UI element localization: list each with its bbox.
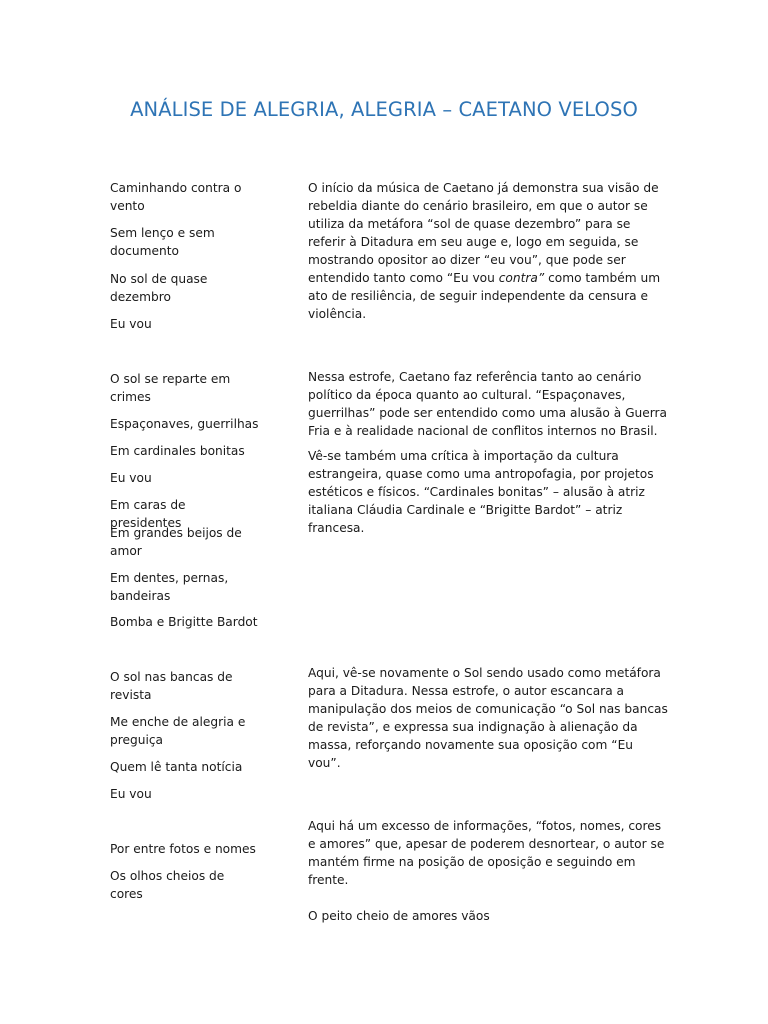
lyric-line: Quem lê tanta notícia bbox=[110, 760, 243, 774]
analysis-paragraph: Vê-se também uma crítica à importação da cultura estrangeira, quase como uma antropofagia, por projetos estéticos e físicos. “Cardinales bonitas” – alusão à atriz italiana Cláudia Cardinale e “Brigitte Bardot” – atriz francesa. bbox=[308, 449, 654, 535]
analysis-emphasis: contra” bbox=[498, 271, 545, 285]
lyric-line: O sol se reparte em crimes bbox=[110, 372, 231, 404]
lyric-line: O sol nas bancas de revista bbox=[110, 670, 233, 702]
analysis-text: como também um ato de resiliência, de seguir independente da censura e violência. bbox=[308, 271, 661, 321]
lyric-line: Bomba e Brigitte Bardot bbox=[110, 615, 258, 629]
analysis-paragraph bbox=[308, 179, 668, 323]
page-title: ANÁLISE DE ALEGRIA, ALEGRIA – CAETANO VELOSO bbox=[130, 98, 638, 121]
lyric-line: Os olhos cheios de cores bbox=[110, 869, 225, 901]
lyric-line: Eu vou bbox=[110, 787, 152, 801]
lyric-line: Espaçonaves, guerrilhas bbox=[110, 417, 259, 431]
lyric-line: Eu vou bbox=[110, 471, 152, 485]
lyric-line: Em dentes, pernas, bandeiras bbox=[110, 571, 229, 603]
lyric-line: Eu vou bbox=[110, 317, 152, 331]
analysis-paragraph: Aqui há um excesso de informações, “fotos, nomes, cores e amores” que, apesar de poderem desnortear, o autor se mantém firme na posição de oposição e seguindo em frente. bbox=[308, 819, 665, 887]
lyric-line: Sem lenço e sem documento bbox=[110, 226, 215, 258]
lyric-line: Me enche de alegria e preguiça bbox=[110, 715, 246, 747]
analysis-paragraph: O peito cheio de amores vãos bbox=[308, 909, 490, 923]
lyric-line: No sol de quase dezembro bbox=[110, 272, 208, 304]
analysis-paragraph: Aqui, vê-se novamente o Sol sendo usado como metáfora para a Ditadura. Nessa estrofe, o autor escancara a manipulação dos meios de comunicação “o Sol nas bancas de revista”, e expressa sua indignação à alienação da massa, reforçando novamente sua oposição com “Eu vou”. bbox=[308, 666, 668, 770]
lyric-line: Em caras de presidentes bbox=[110, 498, 186, 530]
lyric-line: Caminhando contra o vento bbox=[110, 181, 242, 213]
lyric-line: Em cardinales bonitas bbox=[110, 444, 245, 458]
lyric-line: Em grandes beijos de amor bbox=[110, 526, 242, 558]
lyric-line: Por entre fotos e nomes bbox=[110, 842, 256, 856]
analysis-paragraph: Nessa estrofe, Caetano faz referência tanto ao cenário político da época quanto ao cultural. “Espaçonaves, guerrilhas” pode ser entendido como uma alusão à Guerra Fria e à realidade nacional de conflitos internos no Brasil. bbox=[308, 370, 668, 438]
analysis-text: O início da música de Caetano já demonstra sua visão de rebeldia diante do cenário brasileiro, em que o autor se utiliza da metáfora “sol de quase dezembro” para se referir à Ditadura em seu auge e, logo em seguida, se mostrando opositor ao dizer “eu vou”, que pode ser entendido tanto como “Eu vou bbox=[308, 181, 659, 285]
